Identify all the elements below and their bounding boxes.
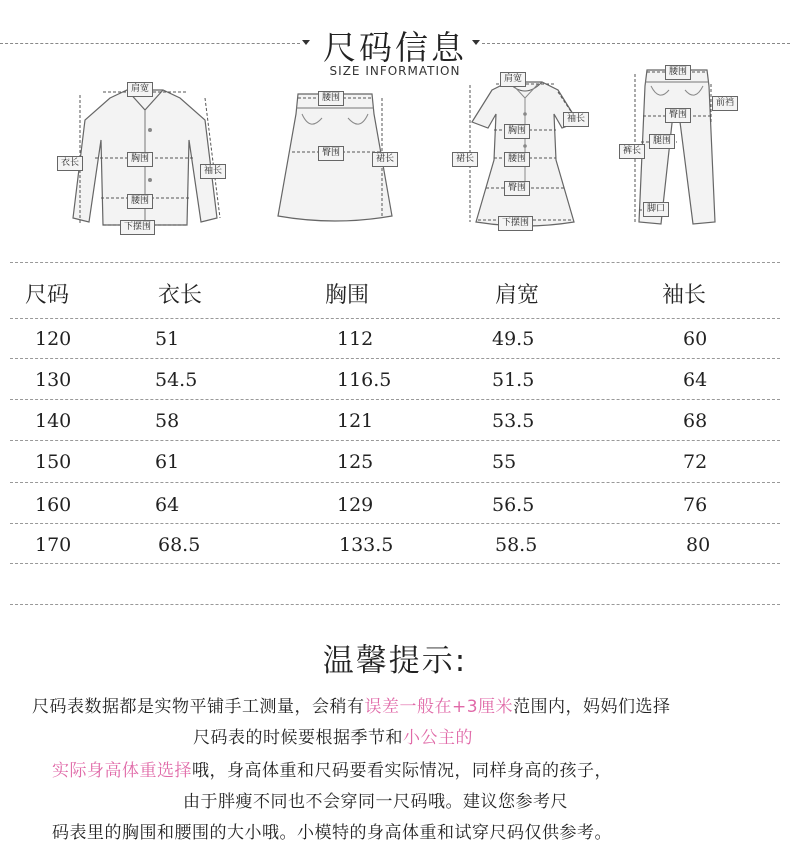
dress-label-hip: 臀围 [504, 181, 530, 196]
page-subtitle: SIZE INFORMATION [329, 64, 461, 78]
cell-chest: 112 [337, 328, 374, 350]
dress-label-length: 裙长 [452, 152, 478, 167]
cell-size: 130 [35, 369, 72, 391]
cell-shoulder: 56.5 [492, 494, 535, 516]
cell-size: 150 [35, 451, 72, 473]
pants-label-waist: 腰围 [665, 65, 691, 80]
tip-text: 哦，身高体重和尺码要看实际情况，同样身高的孩子， [192, 761, 612, 781]
shirt-label-hem: 下摆围 [120, 220, 155, 235]
cell-shoulder: 58.5 [495, 534, 538, 556]
tip-line-1 [32, 692, 671, 717]
row-divider [10, 440, 780, 441]
tip-text: 范围内，妈妈们选择 [513, 697, 671, 717]
cell-chest: 133.5 [339, 534, 394, 556]
cell-length: 58 [155, 410, 180, 432]
col-header-shoulder: 肩宽 [495, 283, 540, 308]
cell-sleeve: 72 [683, 451, 708, 473]
skirt-diagram [270, 84, 410, 234]
cell-sleeve: 64 [683, 369, 708, 391]
row-divider [10, 399, 780, 400]
pants-diagram [615, 62, 765, 237]
col-header-chest: 胸围 [325, 283, 370, 308]
shirt-label-sleeve: 袖长 [200, 164, 226, 179]
section-divider [10, 604, 780, 605]
cell-size: 120 [35, 328, 72, 350]
cell-sleeve: 60 [683, 328, 708, 350]
row-divider [10, 523, 780, 524]
cell-sleeve: 68 [683, 410, 708, 432]
col-header-length: 衣长 [158, 283, 203, 308]
cell-length: 54.5 [155, 369, 198, 391]
table-top-divider [10, 262, 780, 263]
dress-diagram [450, 70, 600, 235]
pants-label-thigh: 腿围 [649, 134, 675, 149]
cell-size: 170 [35, 534, 72, 556]
pants-label-leg-opening: 脚口 [643, 202, 669, 217]
skirt-label-waist: 腰围 [318, 91, 344, 106]
cell-length: 64 [155, 494, 180, 516]
tip-highlight: 小公主的 [403, 728, 473, 748]
tip-highlight: 实际身高体重选择 [52, 761, 192, 781]
tip-line-2 [193, 723, 473, 748]
cell-chest: 121 [337, 410, 374, 432]
cell-chest: 116.5 [337, 369, 392, 391]
tip-line-4 [183, 787, 568, 812]
dress-label-sleeve: 袖长 [563, 112, 589, 127]
cell-size: 140 [35, 410, 72, 432]
cell-sleeve: 76 [683, 494, 708, 516]
cell-length: 61 [155, 451, 180, 473]
tip-text: 码表里的胸围和腰围的大小哦。小模特的身高体重和试穿尺码仅供参考。 [52, 823, 612, 843]
pants-label-hip: 臀围 [665, 108, 691, 123]
shirt-label-length: 衣长 [57, 156, 83, 171]
tip-highlight: 误差一般在+3厘米 [364, 697, 514, 717]
cell-size: 160 [35, 494, 72, 516]
dress-label-shoulder: 肩宽 [500, 72, 526, 87]
cell-sleeve: 80 [686, 534, 711, 556]
table-bottom-divider [10, 563, 780, 564]
col-header-size: 尺码 [25, 283, 70, 308]
skirt-label-hip: 臀围 [318, 146, 344, 161]
tip-text: 尺码表数据都是实物平铺手工测量，会稍有 [32, 697, 365, 717]
tip-line-3 [52, 756, 612, 781]
shirt-diagram [55, 80, 235, 240]
cell-length: 51 [155, 328, 180, 350]
dress-label-chest: 胸围 [504, 124, 530, 139]
tip-text: 尺码表的时候要根据季节和 [193, 728, 403, 748]
cell-chest: 129 [337, 494, 374, 516]
cell-chest: 125 [337, 451, 374, 473]
row-divider [10, 482, 780, 483]
skirt-label-length: 裙长 [372, 152, 398, 167]
page-title: 尺码信息 [323, 28, 467, 67]
tip-text: 由于胖瘦不同也不会穿同一尺码哦。建议您参考尺 [183, 792, 568, 812]
shirt-label-waist: 腰围 [127, 194, 153, 209]
dress-label-hem: 下摆围 [498, 216, 533, 231]
table-header-divider [10, 318, 780, 319]
tips-title: 温馨提示: [322, 643, 468, 679]
row-divider [10, 358, 780, 359]
shirt-label-chest: 胸围 [127, 152, 153, 167]
col-header-sleeve: 袖长 [662, 283, 707, 308]
shirt-label-shoulder: 肩宽 [127, 82, 153, 97]
cell-shoulder: 53.5 [492, 410, 535, 432]
pants-label-length: 裤长 [619, 144, 645, 159]
cell-shoulder: 51.5 [492, 369, 535, 391]
tip-line-5 [52, 818, 612, 843]
pants-label-rise: 前裆 [712, 96, 738, 111]
cell-shoulder: 49.5 [492, 328, 535, 350]
cell-shoulder: 55 [492, 451, 517, 473]
cell-length: 68.5 [158, 534, 201, 556]
dress-label-waist: 腰围 [504, 152, 530, 167]
